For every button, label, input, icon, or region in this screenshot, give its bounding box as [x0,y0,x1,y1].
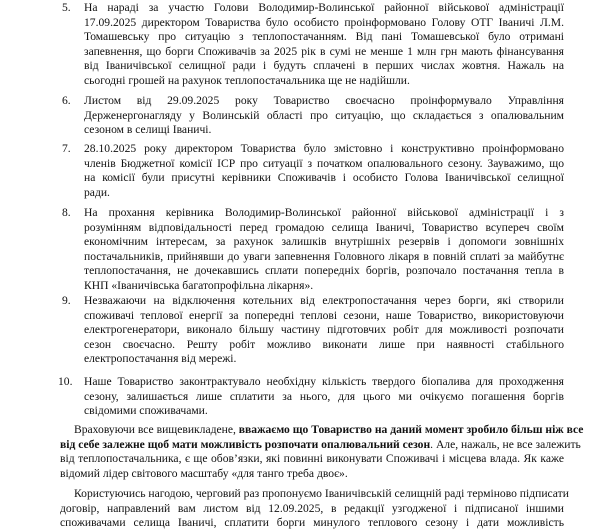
item-text-line: 17.09.2025 директором Товариства було особисто проінформовано Голову ОТГ Іваничі Л.М. [84,15,564,29]
item-number: 10. [58,375,73,388]
item-text-line: сезоном в селищі Іваничі. [84,123,212,137]
list-item-8 [62,206,564,294]
paragraph-line: відомий лідер світового масштабу «для танго треба двоє». [60,466,348,480]
plain-text: Враховуючи все вищевикладене, [74,423,239,436]
item-text-line: сезон своєчасно. Решту робіт можливо виконати лише при наявності стабільного [84,337,564,351]
item-number: 5. [62,1,71,14]
item-text-line: ради. [84,185,110,199]
list-item-10 [58,375,564,419]
list-item-6 [62,94,564,138]
bold-text: вважаємо що Товариство на даний момент зробило більш ніж все [238,423,584,436]
bold-text: від себе залежне щоб мати можливість розпочати опалювальний сезон [60,437,431,451]
item-text-line: електрогенератори, виконало більшу частину підготовчих робіт для можливості розпочати [84,323,564,337]
item-text-line: споживачі теплової енергії за попередні теплові сезони, наше Товариство, використовуючи [84,308,564,322]
item-text-line: Держенергонагляду у Волинській області про ситуацію, що складається з опалювальним [84,108,564,122]
paragraph-line: споживачами селища Іваничі, сплатити борги минулого теплового сезону і дати можливість [60,516,564,530]
list-item-9 [62,294,564,367]
plain-text: . Але, нажаль, не все залежить [430,437,581,451]
item-text-line: членів Бюджетної комісії ІСР про ситуації з початком опалювального сезону. Зауважимо, що [84,156,564,170]
item-number: 6. [62,94,71,107]
list-item-5 [62,1,564,89]
item-text-line: КНП «Іваничівська багатопрофільна лікарня». [84,278,314,292]
item-number: 7. [62,142,71,155]
paragraph-line [60,423,584,438]
paragraph-line: договір, направлений вам листом від 12.09.2025, в редакції узгодженої і підписаної іншими [60,501,564,515]
item-text-line: розумінням відповідальності перед громадою селища Іваничі, Товариство всупереч своїм [84,220,564,234]
item-text-line: запевнення, що борги Споживачів за 2025 рік в сумі не менше 1 млн грн мають фінансування [84,44,564,58]
list-item-7 [62,142,564,200]
item-text-line: постачальників, прийнявши до уваги запевнення Головного лікаря в повній сплаті за майбутнє [84,249,564,263]
conclusion-paragraph [60,423,584,481]
item-text-line: сезону, залишається лише сплатити за нього, для цього ми очікуємо погашення боргів [84,389,564,403]
item-text-line: Незважаючи на відключення котельних від електропостачання через борги, які створили [84,294,564,307]
item-text-line: свідомими споживачами. [84,404,208,418]
item-text-line: На прохання керівника Володимир-Волинської районної військової адміністрації і з [84,206,564,219]
item-text-line: На нараді за участю Голови Володимир-Волинської районної військової адміністрації [84,1,564,14]
closing-paragraph [60,487,569,531]
paragraph-line: Користуючись нагодою, черговий раз пропонуємо Іваничівській селищній раді терміново підписати [74,487,569,500]
item-text-line: електропостачання від мережі. [84,352,237,366]
item-text-line: економічним інтересам, за рахунок залишків внутрішніх резервів і допомоги зовнішніх [84,235,564,249]
item-number: 9. [62,294,71,307]
item-number: 8. [62,206,71,219]
item-text-line: від Іваничівської селищної ради і будуть сплачені в перших числах жовтня. Нажаль на [84,59,564,73]
paragraph-line [60,437,581,453]
item-text-line: Томашевську про ситуацію з теплопостачанням. Від пані Томашевської було отримані [84,30,564,44]
item-text-line: сьогодні грошей на рахунок теплопостачальника ще не надійшли. [84,73,410,87]
item-text-line: 28.10.2025 року директором Товариства було змістовно і конструктивно проінформовано [84,142,564,155]
item-text-line: на комісії були присутні керівники Споживачів і особисто Голова Іваничівської селищної [84,171,564,185]
item-text-line: Листом від 29.09.2025 року Товариство своєчасно проінформувало Управління [84,94,564,107]
item-text-line: Наше Товариство законтрактувало необхідну кількість твердого біопалива для проходження [84,375,564,388]
item-text-line: теплопостачання, не дочекавшись сплати попередніх боргів, розпочало постачання тепла в [84,264,564,278]
paragraph-line: від теплопостачальника, є ще обов’язки, які повинні виконувати Споживачі і місцева влада. Як каже [60,452,564,466]
